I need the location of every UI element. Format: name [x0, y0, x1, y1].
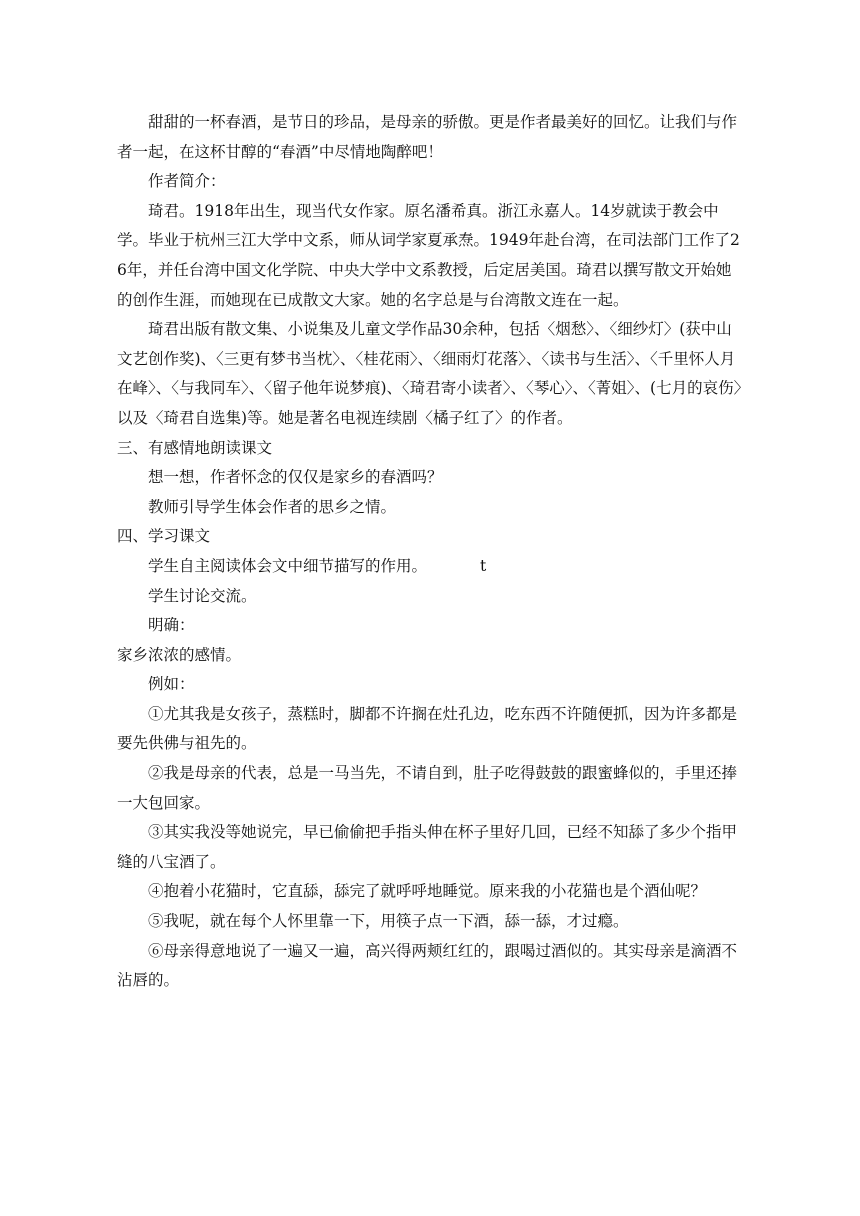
- self-reading-paragraph: [117, 552, 742, 582]
- stray-mark: t: [480, 556, 487, 575]
- self-reading-text: 学生自主阅读体会文中细节描写的作用。: [148, 556, 428, 575]
- author-works-paragraph: 琦君出版有散文集、小说集及儿童文学作品30余种，包括〈烟愁〉、〈细纱灯〉(获中山文艺创作奖)、〈三更有梦书当枕〉、〈桂花雨〉、〈细雨灯花落〉、〈读书与生活〉、〈千里怀人月在峰〉、〈与我同车〉、〈留子他年说梦痕)、〈琦君寄小读者〉、〈琴心〉、〈菁姐〉、(七月的哀伤〉以及〈琦君自选集)等。她是著名电视连续剧〈橘子红了〉的作者。: [117, 320, 742, 427]
- example-item-4: ④抱着小花猫时，它直舔，舔完了就呼呼地睡觉。原来我的小花猫也是个酒仙呢？: [148, 882, 707, 901]
- example-item-6: ⑥母亲得意地说了一遍又一遍，高兴得两颊红红的，跟喝过酒似的。其实母亲是滴酒不沾唇的。: [117, 941, 738, 990]
- section-heading-4: 四、学习课文: [117, 527, 211, 546]
- example-label: 例如：: [148, 675, 195, 694]
- teacher-guide-paragraph: 教师引导学生体会作者的思乡之情。: [148, 497, 397, 516]
- intro-paragraph: 甜甜的一杯春酒，是节日的珍品，是母亲的骄傲。更是作者最美好的回忆。让我们与作者一起，在这杯甘醇的“春酒”中尽情地陶醉吧！: [117, 113, 738, 161]
- section-heading-3: 三、有感情地朗读课文: [117, 438, 273, 457]
- author-intro-heading: 作者简介：: [148, 172, 226, 191]
- example-item-1: ①尤其我是女孩子，蒸糕时，脚都不许搁在灶孔边，吃东西不许随便抓，因为许多都是要先供佛与祖先的。: [117, 704, 738, 753]
- example-item-2: ②我是母亲的代表，总是一马当先，不请自到，肚子吃得鼓鼓的跟蜜蜂似的，手里还捧一大包回家。: [117, 764, 738, 812]
- discussion-paragraph: 学生讨论交流。: [148, 586, 257, 605]
- question-paragraph: 想一想，作者怀念的仅仅是家乡的春酒吗？: [148, 468, 443, 487]
- author-bio-paragraph: 琦君。1918年出生，现当代女作家。原名潘希真。浙江永嘉人。14岁就读于教会中学。毕业于杭州三江大学中文系，师从词学家夏承焘。1949年赴台湾，在司法部门工作了26年，并任台湾中国文化学院、中央大学中文系教授，后定居美国。琦君以撰写散文开始她的创作生涯，而她现在已成散文大家。她的名字总是与台湾散文连在一起。: [117, 201, 740, 309]
- example-item-3: ③其实我没等她说完，早已偷偷把手指头伸在杯子里好几回，已经不知舔了多少个指甲缝的八宝酒了。: [117, 823, 738, 871]
- clarify-label: 明确：: [148, 616, 195, 635]
- document-body: [117, 108, 742, 996]
- example-item-5: ⑤我呢，就在每个人怀里靠一下，用筷子点一下酒，舔一舔，才过瘾。: [148, 912, 629, 931]
- clarify-text: 家乡浓浓的感情。: [117, 645, 242, 664]
